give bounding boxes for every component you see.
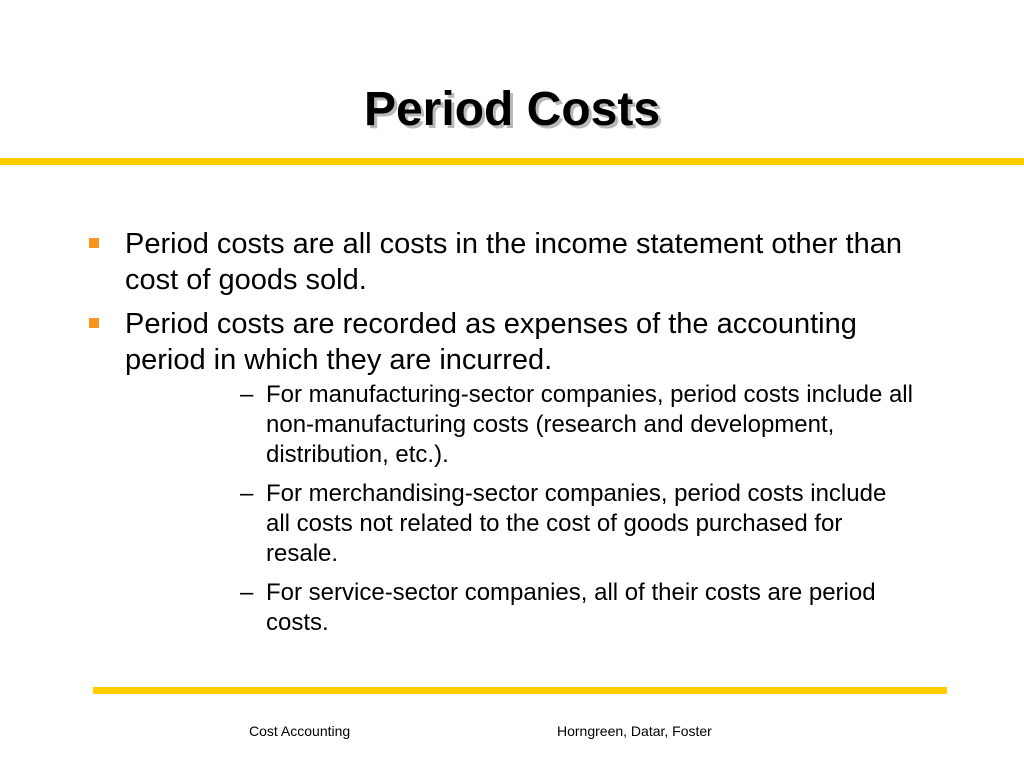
subbullet-text: For manufacturing-sector companies, period costs include all non-manufacturing costs (research and development, distribution, etc.). <box>266 381 913 468</box>
subbullet-item <box>0 479 916 569</box>
bullet-list <box>0 226 1024 647</box>
slide-title: Period Costs <box>363 83 661 136</box>
bullet-text: Period costs are all costs in the income statement other than cost of goods sold. <box>125 228 902 296</box>
footer-course: Cost Accounting <box>249 723 351 739</box>
footer-authors: Horngreen, Datar, Foster <box>557 723 712 739</box>
top-divider <box>0 158 1024 165</box>
subbullet-text: For service-sector companies, all of their costs are period costs. <box>266 579 876 636</box>
square-bullet-icon <box>89 318 99 328</box>
square-bullet-icon <box>89 238 99 248</box>
dash-bullet-icon: – <box>240 579 254 606</box>
subbullet-list <box>125 380 913 638</box>
subbullet-text: For merchandising-sector companies, period costs include all costs not related to the cost of goods purchased for resale. <box>266 480 887 567</box>
bottom-divider <box>93 687 947 694</box>
bullet-item <box>0 226 905 298</box>
dash-bullet-icon: – <box>240 480 254 507</box>
bullet-text: Period costs are recorded as expenses of the accounting period in which they are incurred. <box>125 308 857 376</box>
subbullet-item <box>0 578 916 638</box>
subbullet-item <box>0 380 916 470</box>
bullet-item <box>0 306 913 638</box>
dash-bullet-icon: – <box>240 381 254 408</box>
